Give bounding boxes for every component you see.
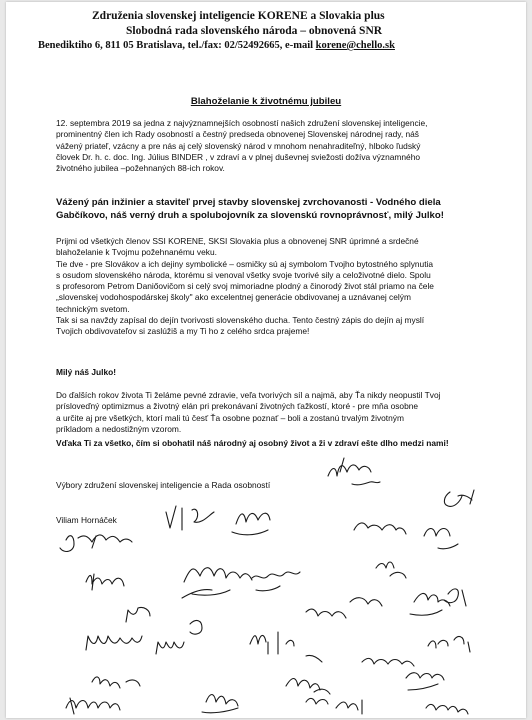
signature-mark bbox=[182, 568, 252, 598]
text-line: Prijmi od všetkých členov SSI KORENE, SKSI Slovakia plus a obnovenej SNR úprimné a srdečné bbox=[56, 236, 419, 246]
letterhead-address-text: Benediktiho 6, 811 05 Bratislava, tel./fax: 02/52492665, e-mail bbox=[38, 40, 316, 51]
paragraph-congratulation bbox=[56, 236, 508, 338]
signature-mark bbox=[66, 698, 120, 714]
signature-mark bbox=[92, 677, 140, 688]
signature-mark bbox=[406, 673, 444, 690]
text-line: s osudom slovenského národa, ktorému si venoval všetky svoje tvorivé sily a celoživotné dielo. Spolu bbox=[56, 269, 431, 280]
signature-mark bbox=[190, 621, 202, 635]
letter-page bbox=[6, 2, 526, 718]
paragraph-thanks: Vďaka Ti za všetko, čím si obohatil náš národný aj osobný život a ži v zdraví ešte dlho medzi nami! bbox=[56, 438, 449, 448]
text-line: s profesorom Petrom Daniőovičom si celý svoj mimoriadne plodný a činorodý život stál priamo na čele bbox=[56, 281, 434, 292]
signature-mark bbox=[250, 632, 294, 654]
signature-mark bbox=[60, 535, 132, 552]
text-line: životného jubilea –požehnaných 88-ich rokov. bbox=[56, 163, 225, 174]
signature-mark bbox=[362, 658, 414, 666]
signature-mark bbox=[126, 607, 150, 622]
paragraph-greeting: Milý náš Julko! bbox=[56, 367, 117, 377]
text-line: „slovenskej vodohospodárskej školy" ako excelentnej generácie obdivovanej a uznávanej celým bbox=[56, 292, 411, 303]
letterhead-email-link[interactable]: korene@chello.sk bbox=[315, 40, 395, 51]
text-line: vážený priateľ, vzácny a pre nás aj celý slovenský národ v mnohom nenahraditeľný, hlboko ľudský bbox=[56, 140, 421, 151]
text-line: Vážený pán inžinier a staviteľ prvej stavby slovenskej zvrchovanosti - Vodného diela bbox=[56, 197, 441, 208]
handwritten-signatures bbox=[6, 2, 526, 718]
paragraph-salutation bbox=[56, 197, 508, 223]
signature-mark bbox=[306, 698, 328, 704]
signature-mark bbox=[424, 529, 458, 549]
text-line: Gabčíkovo, náš verný druh a spolubojovník za slovenskú rovnoprávnosť, milý Julko! bbox=[56, 209, 444, 221]
signature-mark bbox=[286, 679, 330, 695]
signature-mark bbox=[354, 523, 406, 534]
signature-mark bbox=[306, 598, 382, 618]
signature-mark bbox=[86, 636, 142, 650]
document-title: Blahoželanie k životnému jubileu bbox=[190, 96, 342, 107]
paragraph-wishes bbox=[56, 390, 508, 435]
signature-mark bbox=[156, 642, 184, 654]
signature-mark bbox=[252, 572, 300, 591]
text-line: prísloveďný optimizmus a životný elán pri prekonávaní životných ťažkostí, ktoré - pre mňa osobne bbox=[56, 401, 419, 412]
text-line: Do ďalších rokov života Ti želáme pevné zdravie, veľa tvorivých síl a najmä, aby Ťa nikdy neopustil Tvoj bbox=[56, 390, 441, 400]
letterhead-address bbox=[38, 40, 395, 51]
text-line: Tie dve - pre Slovákov a ich dejiny symbolické – osmičky sú aj symbolom Tvojho bytostného splynutia bbox=[56, 258, 434, 269]
footer-signer-name: Viliam Hornáček bbox=[56, 515, 117, 525]
text-line: blahoželanie k Tvojmu požehnanému veku. bbox=[56, 247, 217, 258]
footer-committees: Výbory združení slovenskej inteligencie a Rada osobností bbox=[56, 480, 271, 490]
signature-mark bbox=[444, 490, 474, 506]
letterhead-council: Slobodná rada slovenského národa – obnovená SNR bbox=[126, 25, 383, 37]
signature-mark bbox=[444, 589, 466, 606]
text-line: 12. septembra 2019 sa jedna z najvýznamnejších osobností našich združení slovenskej inteligencie, bbox=[56, 118, 428, 128]
text-line: Tvojich obdivovateľov si zaslúžiš a my Ti ho z celého srdca prajeme! bbox=[56, 326, 310, 337]
paragraph-intro bbox=[56, 118, 508, 174]
signature-mark bbox=[376, 562, 406, 578]
signature-mark bbox=[428, 637, 470, 652]
text-line: prominentný člen ich Rady osobností a čestný predseda obnovenej Slovenskej národnej rady, náš bbox=[56, 129, 419, 140]
text-line: príkladom a nedostižným vzorom. bbox=[56, 423, 182, 434]
text-line: Tak si sa navždy zapísal do dejín tvorivosti slovenského ducha. Tento čestný zápis do dejín aj myslí bbox=[56, 315, 425, 326]
signature-mark bbox=[410, 593, 450, 615]
letterhead-organization: Združenia slovenskej inteligencie KORENE a Slovakia plus bbox=[92, 10, 385, 22]
signature-mark bbox=[166, 506, 214, 530]
signature-mark bbox=[202, 695, 238, 713]
signature-mark bbox=[336, 700, 362, 714]
text-line: človek Dr. h. c. doc. Ing. Július BINDER , v zdraví a v plnej duševnej sviežosti dožíva významného bbox=[56, 151, 421, 162]
signature-mark bbox=[426, 704, 468, 714]
signature-mark bbox=[328, 458, 380, 485]
text-line: a určite aj pre všetkých, ktorí mali tú česť Ťa osobne poznať – boli a zostanú trvalým životným bbox=[56, 412, 404, 423]
text-line: technickým svetom. bbox=[56, 303, 130, 314]
signature-mark bbox=[306, 655, 322, 662]
signature-mark bbox=[86, 574, 124, 590]
signature-mark bbox=[232, 513, 270, 535]
